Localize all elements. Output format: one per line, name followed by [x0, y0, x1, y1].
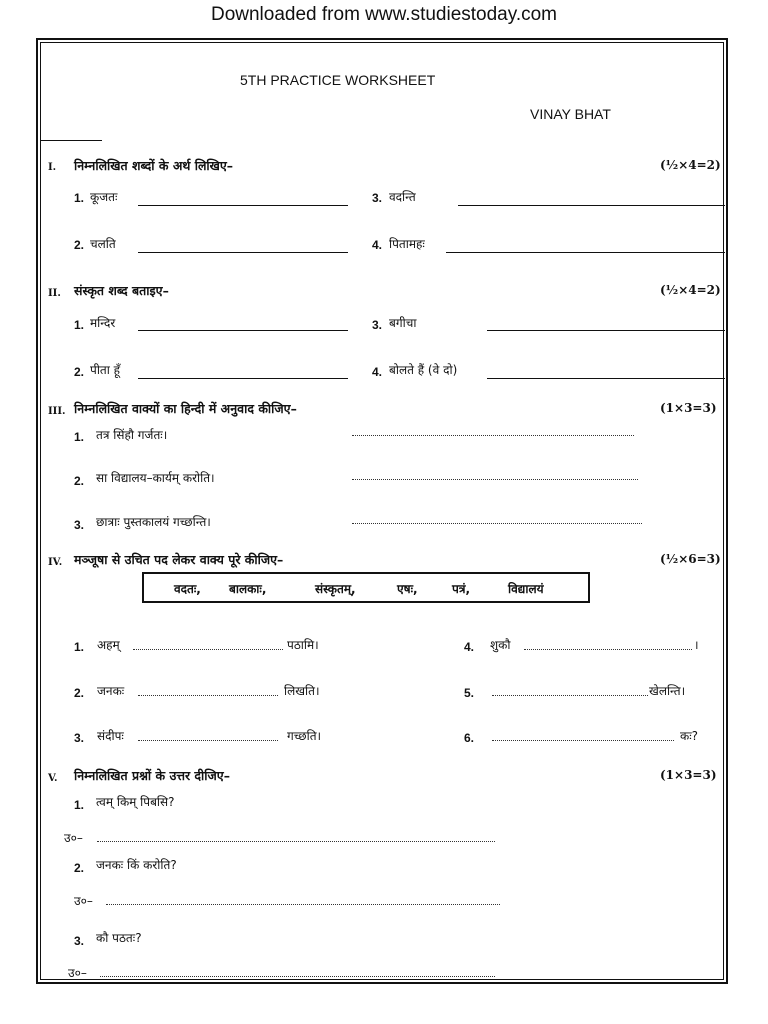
translation-line[interactable] [352, 479, 638, 480]
s4-item-after: गच्छति। [287, 729, 322, 743]
section-4-marks: (½×6=3) [660, 552, 721, 566]
s4-item-after: लिखति। [284, 684, 320, 698]
s1-item-number: 1. [74, 191, 85, 205]
section-3-heading: निम्नलिखित वाक्यों का हिन्दी में अनुवाद कीजिए– [74, 401, 297, 416]
s2-item-word: बोलते हैं (वे दो) [389, 363, 458, 377]
fill-blank[interactable] [492, 695, 648, 696]
answer-line[interactable] [487, 378, 725, 379]
answer-line[interactable] [458, 205, 725, 206]
answer-line[interactable] [138, 205, 348, 206]
s5-item-number: 3. [74, 934, 85, 948]
answer-line[interactable] [106, 904, 500, 905]
fill-blank[interactable] [138, 740, 278, 741]
s4-item-number: 1. [74, 640, 85, 654]
section-2-marks: (½×4=2) [660, 283, 721, 297]
s2-item-number: 2. [74, 365, 85, 379]
worksheet-title: 5TH PRACTICE WORKSHEET [240, 72, 436, 88]
s2-item-number: 4. [372, 365, 383, 379]
word-box-item: एषः, [397, 582, 418, 596]
s3-item-sentence: तत्र सिंहौ गर्जतः। [96, 428, 168, 442]
answer-label: उ०– [68, 966, 87, 980]
word-box-item: बालकाः, [229, 582, 267, 596]
answer-line[interactable] [446, 252, 725, 253]
s4-item-after: कः? [680, 729, 699, 743]
s5-item-number: 1. [74, 798, 85, 812]
s4-item-number: 6. [464, 731, 475, 745]
answer-line[interactable] [138, 252, 348, 253]
section-5-marks: (1×3=3) [660, 768, 717, 782]
answer-line[interactable] [138, 378, 348, 379]
section-2-number: II. [48, 288, 61, 299]
s4-item-number: 3. [74, 731, 85, 745]
word-box-item: विद्यालयं [508, 582, 544, 596]
s4-item-before: संदीपः [97, 729, 124, 743]
s4-item-number: 4. [464, 640, 475, 654]
s3-item-sentence: छात्राः पुस्तकालयं गच्छन्ति। [96, 515, 211, 529]
fill-blank[interactable] [524, 649, 692, 650]
s3-item-number: 3. [74, 518, 85, 532]
section-5-number: V. [48, 773, 58, 784]
s4-item-number: 5. [464, 686, 475, 700]
s5-question: त्वम् किम् पिबसि? [96, 795, 175, 809]
s1-item-word: पितामहः [389, 237, 425, 251]
s4-item-before: जनकः [97, 684, 125, 698]
fill-blank[interactable] [492, 740, 674, 741]
download-banner: Downloaded from www.studiestoday.com [210, 4, 558, 25]
section-1-marks: (½×4=2) [660, 158, 721, 172]
section-1-heading: निम्नलिखित शब्दों के अर्थ लिखिए– [74, 158, 234, 173]
page-border-inner [40, 42, 724, 980]
answer-line[interactable] [138, 330, 348, 331]
s2-item-number: 3. [372, 318, 383, 332]
s4-item-before: अहम् [97, 638, 120, 652]
s4-item-before: शुकौ [490, 638, 511, 652]
answer-label: उ०– [64, 831, 83, 845]
section-4-heading: मञ्जूषा से उचित पद लेकर वाक्य पूरे कीजिए– [74, 552, 284, 567]
s4-item-after: खेलन्ति। [649, 684, 686, 698]
answer-line[interactable] [487, 330, 725, 331]
s2-item-word: पीता हूँ [90, 363, 121, 377]
answer-label: उ०– [74, 894, 93, 908]
word-box-item: संस्कृतम्, [315, 582, 356, 596]
s1-item-word: वदन्ति [389, 190, 416, 204]
s4-item-number: 2. [74, 686, 85, 700]
answer-line[interactable] [97, 841, 495, 842]
s1-item-word: कूजतः [90, 190, 118, 204]
fill-blank[interactable] [138, 695, 278, 696]
word-box-item: पत्रं, [452, 582, 470, 596]
s2-item-number: 1. [74, 318, 85, 332]
s5-question: जनकः किं करोति? [96, 858, 177, 872]
s1-item-word: चलति [90, 237, 116, 251]
section-4-number: IV. [48, 557, 63, 568]
s1-item-number: 4. [372, 238, 383, 252]
s3-item-sentence: सा विद्यालय–कार्यम् करोति। [96, 471, 215, 485]
section-3-number: III. [48, 406, 66, 417]
section-3-marks: (1×3=3) [660, 401, 717, 415]
s2-item-word: मन्दिर [90, 316, 116, 330]
section-1-number: I. [48, 162, 57, 173]
s1-item-number: 3. [372, 191, 383, 205]
author-name: VINAY BHAT [530, 106, 611, 122]
word-box-item: वदतः, [174, 582, 201, 596]
fill-blank[interactable] [133, 649, 283, 650]
s5-item-number: 2. [74, 861, 85, 875]
section-2-heading: संस्कृत शब्द बताइए– [74, 283, 169, 298]
header-rule [40, 140, 102, 141]
s1-item-number: 2. [74, 238, 85, 252]
translation-line[interactable] [352, 435, 634, 436]
s4-item-after: । [694, 638, 699, 652]
s3-item-number: 2. [74, 474, 85, 488]
s3-item-number: 1. [74, 430, 85, 444]
answer-line[interactable] [100, 976, 495, 977]
translation-line[interactable] [352, 523, 642, 524]
s4-item-after: पठामि। [287, 638, 319, 652]
s5-question: कौ पठतः? [96, 931, 142, 945]
s2-item-word: बगीचा [389, 316, 417, 330]
section-5-heading: निम्नलिखित प्रश्नों के उत्तर दीजिए– [74, 768, 230, 783]
